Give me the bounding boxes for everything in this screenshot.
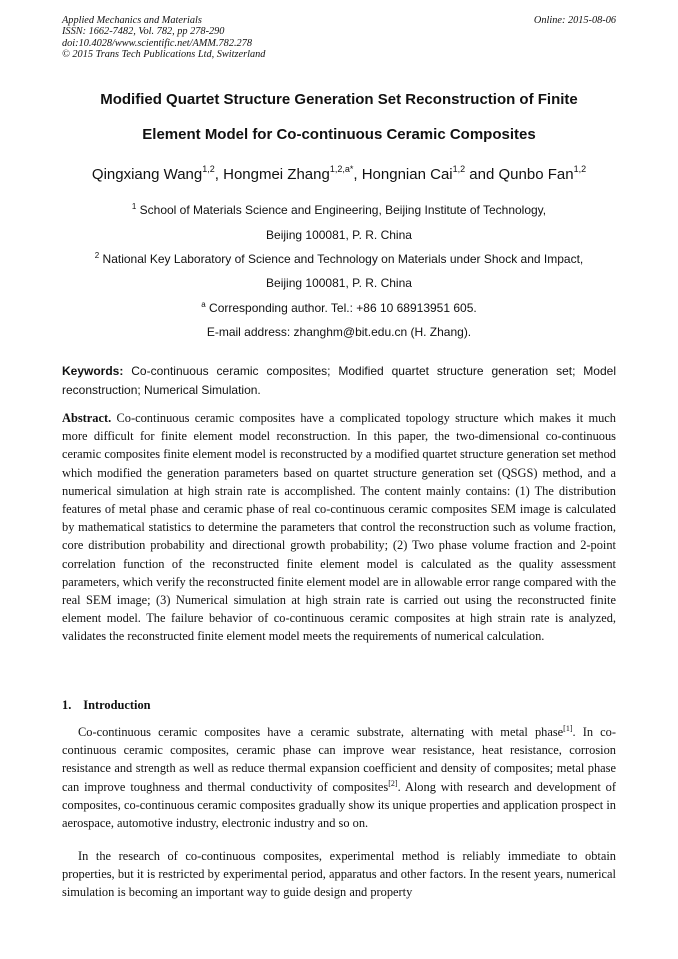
abstract-text: Co-continuous ceramic composites have a complicated topology structure which makes it much more difficult for finite element model reconstruction. In this paper, the two-dimensional co-continuous ceramic composites finite element model is reconstructed by a modified quartet structure generation set method which modified the generation parameters based on quartet structure generation set (QSGS) method, and a numerical simulation at high strain rate is accomplished. The content mainly contains: (1) The distribution features of metal phase and ceramic phase of real co-continuous ceramic composites SEM image is calculated by mathematical statistics to determine the parameters that control the reconstruction such as volume fraction, core distribution probability and directional growth probability; (2) Two phase volume fraction and 2-point correlation function of the reconstructed finite element model is calculated as the quality assessment parameters, which verify the reconstructed finite element model are in allowable error range compared with the real SEM image; (3) Numerical simulation at high strain rate is carried out using the reconstructed finite element model. The failure behavior of co-continuous ceramic composites at high strain rate is analyzed, validates the reconstructed finite element model meets the requirements of numerical calculation. <box>62 411 616 644</box>
author-separator: , <box>214 166 224 183</box>
intro-paragraph-2: In the research of co-continuous composites, experimental method is reliably immediate to obtain properties, but it is restricted by experimental period, apparatus and other factors. In the resent years, numerical simulation is becoming an important way to guide design and property <box>62 849 616 900</box>
keywords-text: Co-continuous ceramic composites; Modified quartet structure generation set; Model reconstruction; Numerical Simulation. <box>62 364 616 397</box>
paragraph-text: Co-continuous ceramic composites have a ceramic substrate, alternating with metal phase <box>78 725 564 739</box>
online-date: Online: 2015-08-06 <box>533 15 616 26</box>
affiliation-1 <box>62 203 616 217</box>
author-affiliation-mark: 1,2 <box>202 164 215 174</box>
author-affiliation-mark: 1,2 <box>452 164 466 174</box>
keywords-label: Keywords: <box>62 364 124 378</box>
keywords <box>62 362 616 399</box>
intro-paragraph-1 <box>62 723 616 832</box>
section-heading-introduction <box>62 698 151 713</box>
abstract <box>62 409 616 646</box>
email-line: E-mail address: zhanghm@bit.edu.cn (H. Zhang). <box>206 325 472 339</box>
issn-line: ISSN: 1662-7482, Vol. 782, pp 278-290 <box>62 26 225 38</box>
affiliation-text: School of Materials Science and Engineering, Beijing Institute of Technology, <box>136 203 547 217</box>
abstract-label: Abstract. <box>62 411 112 425</box>
affiliation-1-address: Beijing 100081, P. R. China <box>266 228 412 242</box>
citation-ref[interactable]: [2] <box>388 778 398 788</box>
corresponding-text: Corresponding author. Tel.: +86 10 68913951 605. <box>205 301 477 315</box>
author-list <box>62 166 616 183</box>
section-number: 1. <box>62 698 72 712</box>
author-separator: and <box>465 166 499 183</box>
author-name: Hongmei Zhang <box>223 166 330 183</box>
corresponding-author <box>62 301 616 315</box>
journal-header <box>62 15 616 61</box>
author-affiliation-mark: 1,2,a* <box>329 164 354 174</box>
author-affiliation-mark: 1,2 <box>573 164 587 174</box>
author-name: Qunbo Fan <box>498 166 574 183</box>
affiliation-2 <box>62 252 616 266</box>
paper-title-line-1: Modified Quartet Structure Generation Set Reconstruction of Finite <box>100 91 578 108</box>
corresponding-mark: a <box>201 300 206 309</box>
author-name: Hongnian Cai <box>361 166 453 183</box>
paragraph-text: . In co-continuous ceramic composites, ceramic phase can improve wear resistance, heat resistance, corrosion resistance and strength as well as reduce thermal expansion coefficient and density of composites; metal phase can improve toughness and thermal conductivity of composites <box>62 725 616 794</box>
affiliation-2-address: Beijing 100081, P. R. China <box>266 276 412 290</box>
affiliation-mark: 2 <box>94 251 100 260</box>
paragraph-text: . Along with research and development of composites, co-continuous ceramic composites gradually show its unique properties and application prospect in aerospace, automotive industry, electronic industry and so on. <box>62 779 617 831</box>
citation-ref[interactable]: [1] <box>563 724 573 733</box>
paper-title-line-2: Element Model for Co-continuous Ceramic Composites <box>142 126 536 143</box>
doi-line: doi:10.4028/www.scientific.net/AMM.782.278 <box>62 37 252 49</box>
affiliation-mark: 1 <box>131 202 137 211</box>
author-separator: , <box>353 166 362 183</box>
author-name: Qingxiang Wang <box>91 166 203 183</box>
journal-name: Applied Mechanics and Materials <box>62 15 202 26</box>
affiliation-text: National Key Laboratory of Science and Technology on Materials under Shock and Impact, <box>99 252 584 266</box>
copyright-line: © 2015 Trans Tech Publications Ltd, Switzerland <box>62 49 266 61</box>
section-title: Introduction <box>83 698 151 712</box>
